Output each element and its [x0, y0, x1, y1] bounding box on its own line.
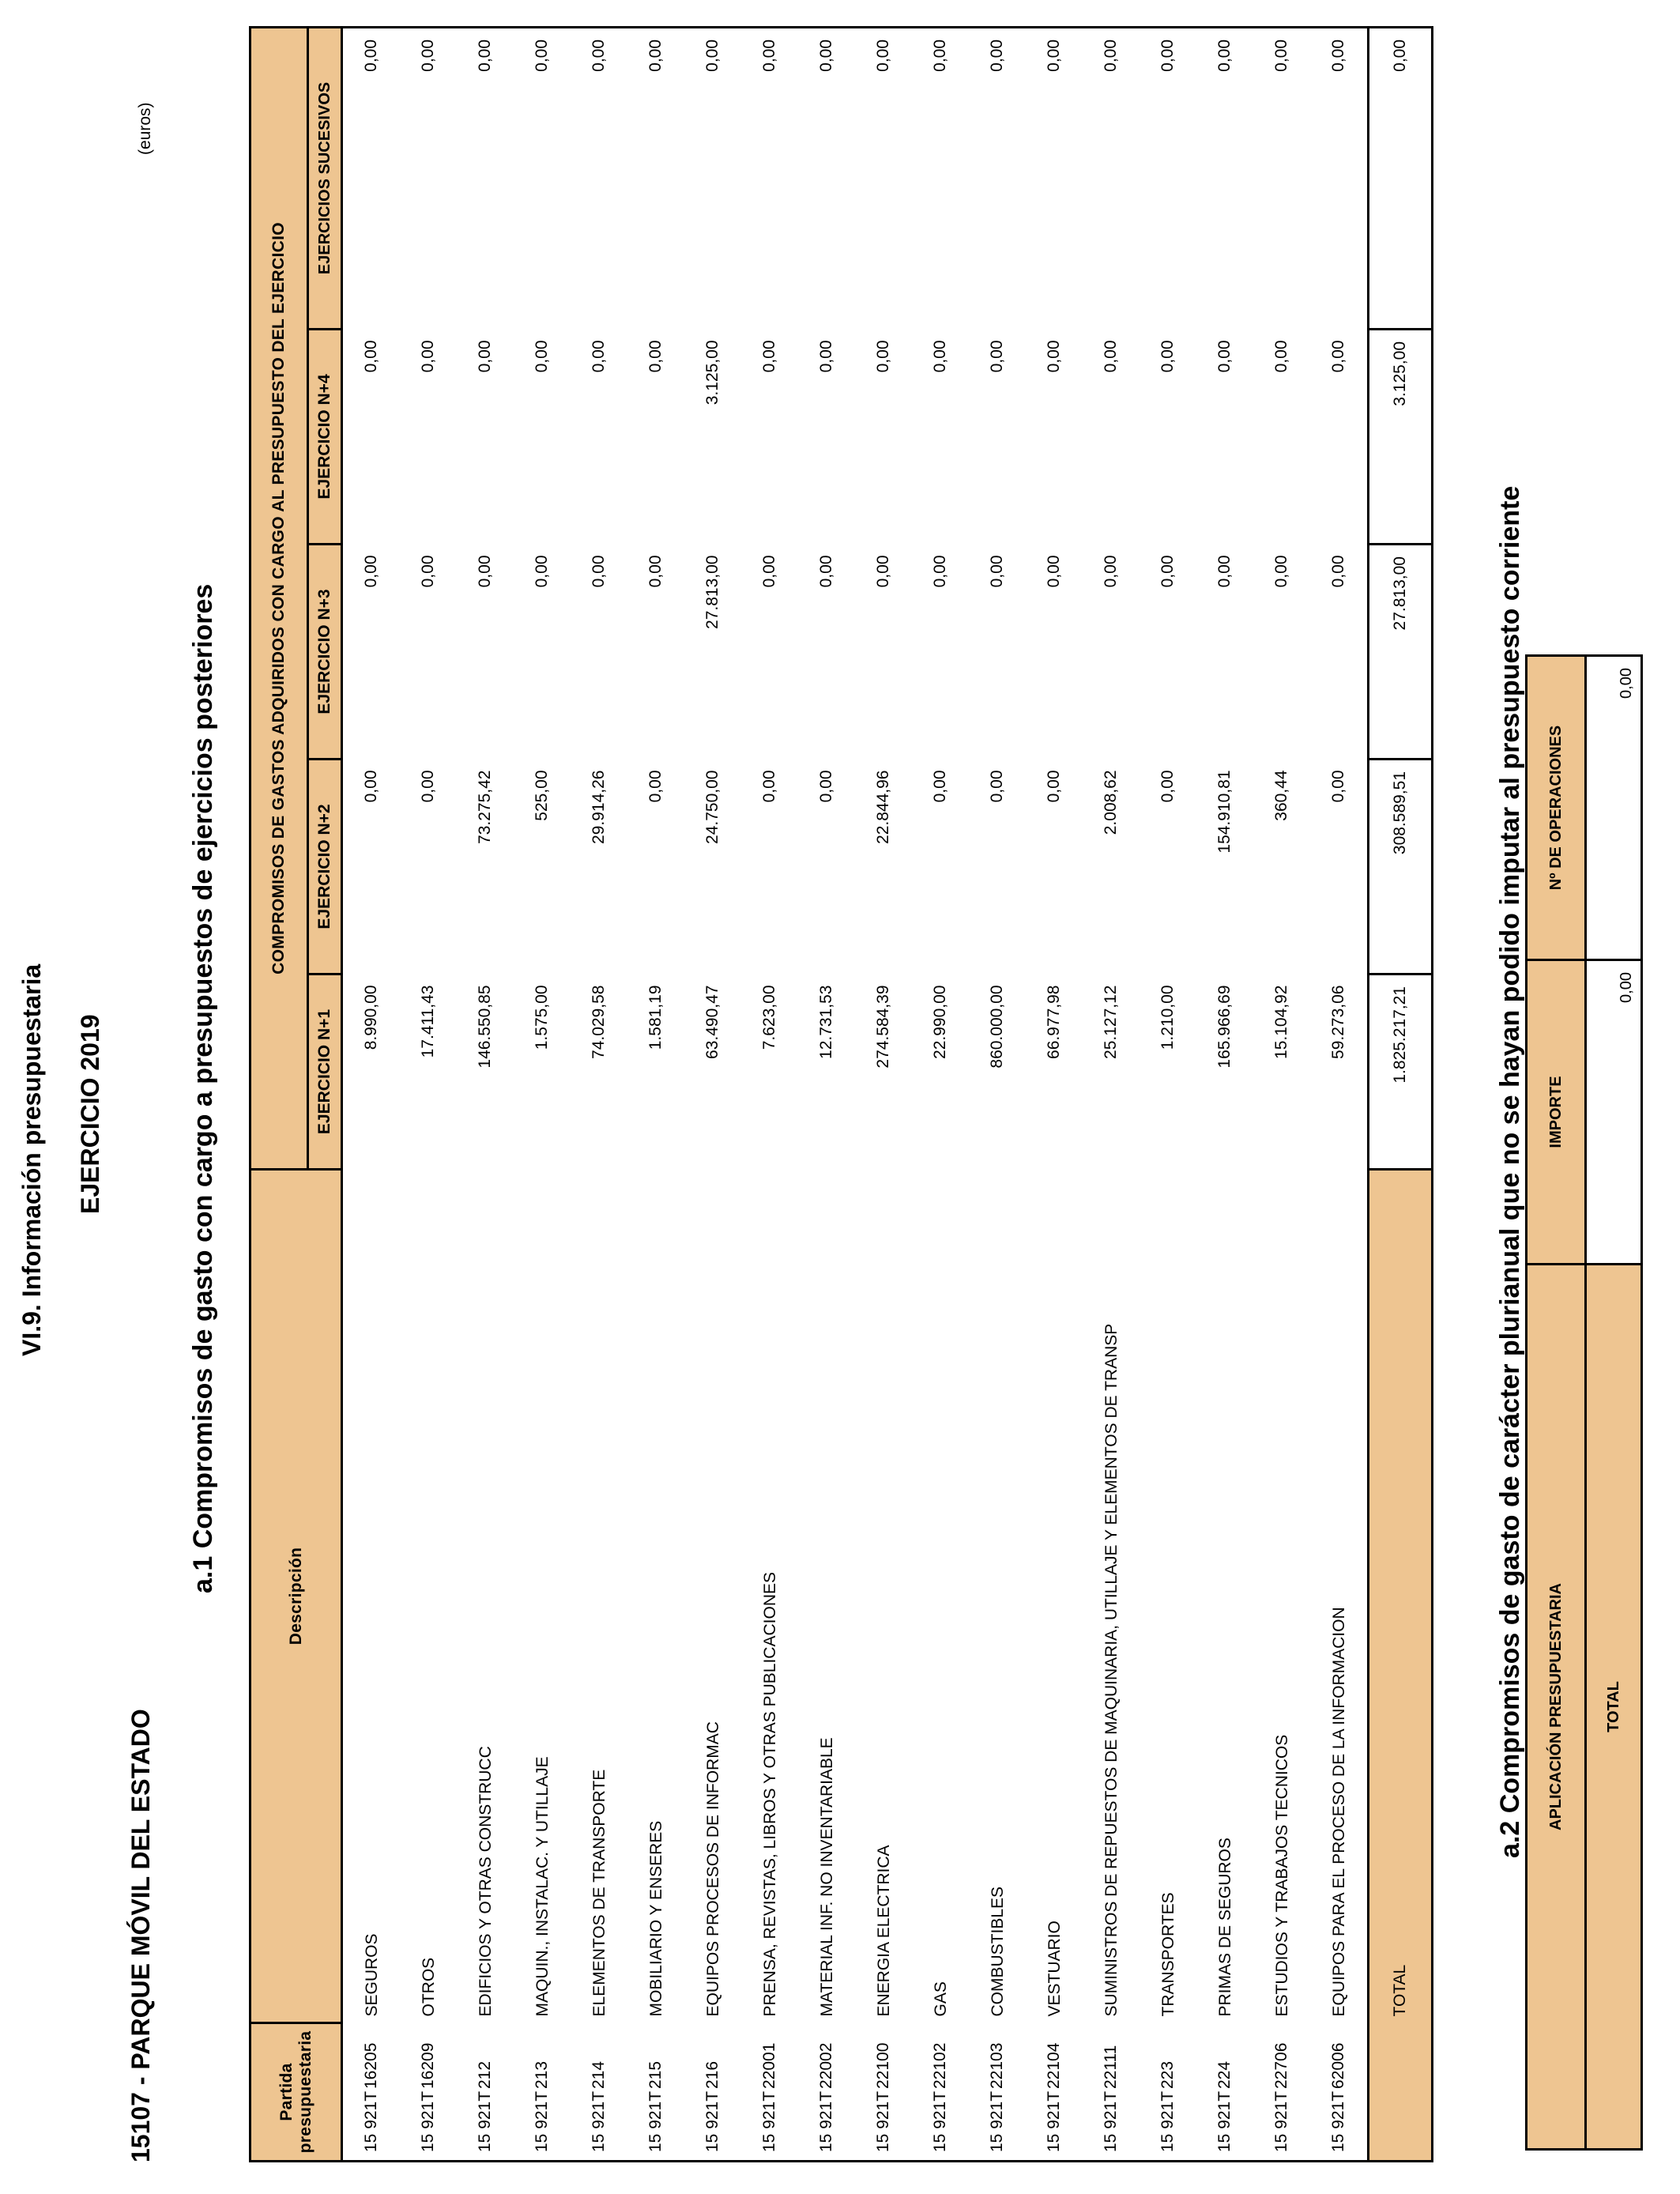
n1-cell: 25.127,12: [1102, 985, 1120, 1059]
n1-cell: 146.550,85: [476, 985, 494, 1069]
program-code: 15 921T: [1329, 2090, 1347, 2152]
n2-cell: 0,00: [419, 770, 437, 803]
partida-cell: [684, 2023, 741, 2162]
table-row: [400, 27, 457, 2161]
table-row: [684, 27, 741, 2161]
descripcion-cell: SUMINISTROS DE REPUESTOS DE MAQUINARIA, UTILLAJE Y ELEMENTOS DE TRANSP: [1102, 1323, 1121, 2017]
table-row: [969, 27, 1026, 2161]
n2-cell: 0,00: [1045, 770, 1063, 803]
concept-code: 22103: [988, 2042, 1006, 2089]
descripcion-cell: SEGUROS: [342, 1170, 401, 2023]
total-partida-blank: [1369, 2023, 1433, 2162]
table-row: [342, 27, 401, 2161]
n3-cell: 0,00: [1158, 555, 1177, 588]
sucesivos-cell: 0,00: [1196, 27, 1253, 329]
table-row: [1026, 27, 1083, 2161]
sucesivos-cell: 0,00: [342, 27, 401, 329]
partida-cell: [400, 2023, 457, 2162]
program-code: 15 921T: [1102, 2090, 1120, 2152]
sucesivos-cell: 0,00: [571, 27, 627, 329]
n4-cell: 0,00: [646, 340, 665, 373]
concept-code: 22706: [1272, 2042, 1290, 2089]
program-code: 15 921T: [1045, 2090, 1063, 2152]
concept-code: 16205: [362, 2042, 380, 2089]
descripcion-cell: PRIMAS DE SEGUROS: [1215, 1838, 1234, 2017]
n2-cell: 0,00: [931, 770, 949, 803]
concept-code: 22100: [874, 2042, 892, 2089]
importe-header: IMPORTE: [1527, 960, 1586, 1265]
n2-cell: 154.910,81: [1215, 770, 1234, 854]
aplicacion-header: APLICACIÓN PRESUPUESTARIA: [1527, 1265, 1586, 2150]
descripcion-cell: EQUIPOS PARA EL PROCESO DE LA INFORMACION: [1329, 1607, 1348, 2017]
n1-cell: 274.584,39: [874, 985, 892, 1069]
concept-code: 214: [590, 2060, 608, 2089]
total-n2: 308.589,51: [1369, 760, 1433, 974]
sucesivos-cell: 0,00: [1026, 27, 1083, 329]
concept-code: 16209: [419, 2042, 437, 2089]
page-title: VI.9. Información presupuestaria: [17, 963, 46, 1356]
sucesivos-cell: 0,00: [1139, 27, 1196, 329]
table-row: [571, 27, 627, 2161]
n2-cell: 0,00: [1329, 770, 1347, 803]
n4-cell: 0,00: [1272, 340, 1290, 373]
units-label: (euros): [136, 102, 154, 155]
n3-cell: 0,00: [931, 555, 949, 588]
descripcion-cell: COMBUSTIBLES: [988, 1886, 1007, 2017]
n4-cell: 0,00: [1045, 340, 1063, 373]
commitments-table: [249, 26, 1433, 2162]
descripcion-cell: PRENSA, REVISTAS, LIBROS Y OTRAS PUBLICACIONES: [760, 1572, 779, 2017]
concept-code: 22002: [817, 2042, 835, 2089]
program-code: 15 921T: [362, 2090, 380, 2152]
n3-cell: 0,00: [342, 545, 401, 760]
a2-total-label: TOTAL: [1586, 1265, 1642, 2150]
n2-cell: 24.750,00: [703, 770, 721, 844]
n1-cell: 1.210,00: [1158, 985, 1177, 1050]
exercise-year: EJERCICIO 2019: [76, 1014, 104, 1214]
table-row: [1196, 27, 1253, 2161]
table-row: [514, 27, 571, 2161]
n3-cell: 0,00: [533, 555, 551, 588]
n2-cell: 0,00: [646, 770, 665, 803]
organization-name: 15107 - PARQUE MÓVIL DEL ESTADO: [126, 1709, 155, 2162]
descripcion-cell: TRANSPORTES: [1158, 1892, 1177, 2017]
sucesivos-cell: 0,00: [684, 27, 741, 329]
n3-cell: 0,00: [988, 555, 1006, 588]
program-code: 15 921T: [931, 2090, 949, 2152]
n2-cell: 22.844,96: [874, 770, 892, 844]
n4-cell: 0,00: [874, 340, 892, 373]
n1-cell: 66.977,98: [1045, 985, 1063, 1059]
n1-cell: 22.990,00: [931, 985, 949, 1059]
total-n1: 1.825.217,21: [1369, 974, 1433, 1170]
sucesivos-cell: 0,00: [912, 27, 969, 329]
partida-cell: [571, 2023, 627, 2162]
n1-cell: 15.104,92: [1272, 985, 1290, 1059]
sucesivos-cell: 0,00: [400, 27, 457, 329]
a2-total-importe: 0,00: [1586, 960, 1642, 1265]
descripcion-cell: EQUIPOS PROCESOS DE INFORMAC: [703, 1721, 722, 2017]
total-row: [1369, 27, 1433, 2161]
partida-cell: [627, 2023, 684, 2162]
n4-cell: 0,00: [419, 340, 437, 373]
n4-cell: 0,00: [1329, 340, 1347, 373]
sucesivos-cell: 0,00: [1253, 27, 1310, 329]
descripcion-cell: GAS: [931, 1981, 950, 2017]
partida-cell: [969, 2023, 1026, 2162]
concept-code: 215: [646, 2060, 665, 2089]
concept-code: 22104: [1045, 2042, 1063, 2089]
n3-cell: 0,00: [760, 555, 778, 588]
program-code: 15 921T: [817, 2090, 835, 2152]
total-n3: 27.813,00: [1369, 545, 1433, 760]
descripcion-cell: VESTUARIO: [1045, 1921, 1064, 2017]
n3-cell: 0,00: [874, 555, 892, 588]
program-code: 15 921T: [1272, 2090, 1290, 2152]
n2-cell: 0,00: [988, 770, 1006, 803]
plurianual-table: [1525, 654, 1643, 2151]
n4-cell: 3.125,00: [703, 340, 721, 405]
n3-cell: 0,00: [817, 555, 835, 588]
n3-cell: 0,00: [646, 555, 665, 588]
table-row: [627, 27, 684, 2161]
descripcion-cell: MOBILIARIO Y ENSERES: [646, 1820, 665, 2017]
n3-cell: 0,00: [1045, 555, 1063, 588]
partida-cell: [1026, 2023, 1083, 2162]
total-sucesivos: 0,00: [1369, 27, 1433, 329]
n1-cell: 7.623,00: [760, 985, 778, 1050]
n4-cell: 0,00: [342, 330, 401, 545]
n1-cell: 12.731,53: [817, 985, 835, 1059]
n3-cell: 0,00: [1272, 555, 1290, 588]
sucesivos-header: EJERCICIOS SUCESIVOS: [308, 27, 342, 329]
program-code: 15 921T: [1215, 2090, 1234, 2152]
n4-cell: 0,00: [931, 340, 949, 373]
total-label: TOTAL: [1369, 1170, 1433, 2023]
sucesivos-cell: 0,00: [1310, 27, 1369, 329]
partida-cell: [741, 2023, 798, 2162]
n1-cell: 1.581,19: [646, 985, 665, 1050]
partida-cell: [514, 2023, 571, 2162]
concept-code: 223: [1158, 2060, 1177, 2089]
partida-cell: [912, 2023, 969, 2162]
descripcion-cell: ESTUDIOS Y TRABAJOS TECNICOS: [1272, 1734, 1291, 2017]
sucesivos-cell: 0,00: [741, 27, 798, 329]
n4-cell: 0,00: [590, 340, 608, 373]
n3-cell: 0,00: [419, 555, 437, 588]
n3-cell: 0,00: [1215, 555, 1234, 588]
a2-total-operaciones: 0,00: [1586, 656, 1642, 960]
n2-cell: 0,00: [342, 760, 401, 974]
n1-cell: 74.029,58: [590, 985, 608, 1059]
concept-code: 22102: [931, 2042, 949, 2089]
n4-cell: 0,00: [760, 340, 778, 373]
n3-cell: 27.813,00: [703, 555, 721, 629]
operaciones-header: Nº DE OPERACIONES: [1527, 656, 1586, 960]
descripcion-cell: ELEMENTOS DE TRANSPORTE: [590, 1769, 608, 2017]
n4-header: EJERCICIO N+4: [308, 330, 342, 545]
partida-header: Partida presupuestaria: [250, 2023, 342, 2162]
table-row: [798, 27, 855, 2161]
program-code: 15 921T: [1158, 2090, 1177, 2152]
sucesivos-cell: 0,00: [457, 27, 514, 329]
n3-cell: 0,00: [1329, 555, 1347, 588]
section-a1-heading: a.1 Compromisos de gasto con cargo a presupuestos de ejercicios posteriores: [188, 583, 218, 1593]
sucesivos-cell: 0,00: [514, 27, 571, 329]
n4-cell: 0,00: [1158, 340, 1177, 373]
concept-code: 22001: [760, 2042, 778, 2089]
concept-code: 62006: [1329, 2042, 1347, 2089]
table-row: [912, 27, 969, 2161]
program-code: 15 921T: [533, 2090, 551, 2152]
descripcion-header: Descripción: [250, 1170, 342, 2023]
concept-code: 213: [533, 2060, 551, 2089]
section-a2-heading: a.2 Compromisos de gasto de carácter plurianual que no se hayan podido imputar al presupuesto corriente: [1495, 485, 1525, 1858]
partida-cell: [855, 2023, 912, 2162]
n4-cell: 0,00: [1215, 340, 1234, 373]
partida-cell: [1083, 2023, 1139, 2162]
n1-header: EJERCICIO N+1: [308, 974, 342, 1170]
n1-cell: 63.490,47: [703, 985, 721, 1059]
program-code: 15 921T: [646, 2090, 665, 2152]
partida-cell: [1310, 2023, 1369, 2162]
partida-cell: [342, 2023, 401, 2162]
descripcion-cell: OTROS: [419, 1957, 438, 2017]
total-n4: 3.125,00: [1369, 330, 1433, 545]
program-code: 15 921T: [988, 2090, 1006, 2152]
sucesivos-cell: 0,00: [855, 27, 912, 329]
descripcion-cell: ENERGIA ELECTRICA: [874, 1845, 893, 2017]
n2-cell: 0,00: [817, 770, 835, 803]
program-code: 15 921T: [590, 2090, 608, 2152]
program-code: 15 921T: [760, 2090, 778, 2152]
table-row: [741, 27, 798, 2161]
n2-cell: 525,00: [533, 770, 551, 821]
concept-code: 224: [1215, 2060, 1234, 2089]
table-row: [457, 27, 514, 2161]
descripcion-cell: MAQUIN., INSTALAC. Y UTILLAJE: [533, 1756, 552, 2017]
program-code: 15 921T: [476, 2090, 494, 2152]
concept-code: 216: [703, 2060, 721, 2089]
sucesivos-cell: 0,00: [798, 27, 855, 329]
program-code: 15 921T: [419, 2090, 437, 2152]
n3-cell: 0,00: [476, 555, 494, 588]
n1-cell: 59.273,06: [1329, 985, 1347, 1059]
descripcion-cell: MATERIAL INF. NO INVENTARIABLE: [817, 1737, 836, 2017]
n3-cell: 0,00: [1102, 555, 1120, 588]
table-row: [855, 27, 912, 2161]
n2-header: EJERCICIO N+2: [308, 760, 342, 974]
program-code: 15 921T: [874, 2090, 892, 2152]
n2-cell: 2.008,62: [1102, 770, 1120, 835]
n4-cell: 0,00: [988, 340, 1006, 373]
n3-header: EJERCICIO N+3: [308, 545, 342, 760]
n2-cell: 29.914,26: [590, 770, 608, 844]
n1-cell: 1.575,00: [533, 985, 551, 1050]
partida-cell: [1253, 2023, 1310, 2162]
n2-cell: 360,44: [1272, 770, 1290, 821]
n2-cell: 0,00: [1158, 770, 1177, 803]
n4-cell: 0,00: [533, 340, 551, 373]
partida-cell: [798, 2023, 855, 2162]
n4-cell: 0,00: [1102, 340, 1120, 373]
partida-cell: [1139, 2023, 1196, 2162]
n1-cell: 860.000,00: [988, 985, 1006, 1069]
table-row: [1310, 27, 1369, 2161]
n4-cell: 0,00: [476, 340, 494, 373]
group-header: COMPROMISOS DE GASTOS ADQUIRIDOS CON CARGO AL PRESUPUESTO DEL EJERCICIO: [250, 27, 308, 1169]
concept-code: 212: [476, 2060, 494, 2089]
concept-code: 22111: [1102, 2045, 1120, 2089]
n1-cell: 8.990,00: [342, 974, 401, 1170]
n3-cell: 0,00: [590, 555, 608, 588]
n1-cell: 17.411,43: [419, 985, 437, 1058]
table-row: [1253, 27, 1310, 2161]
n1-cell: 165.966,69: [1215, 985, 1234, 1069]
table-row: [1139, 27, 1196, 2161]
table-row: [1083, 27, 1139, 2161]
sucesivos-cell: 0,00: [969, 27, 1026, 329]
n2-cell: 0,00: [760, 770, 778, 803]
program-code: 15 921T: [703, 2090, 721, 2152]
sucesivos-cell: 0,00: [1083, 27, 1139, 329]
partida-cell: [1196, 2023, 1253, 2162]
descripcion-cell: EDIFICIOS Y OTRAS CONSTRUCC: [476, 1746, 495, 2017]
n2-cell: 73.275,42: [476, 770, 494, 844]
sucesivos-cell: 0,00: [627, 27, 684, 329]
partida-cell: [457, 2023, 514, 2162]
n4-cell: 0,00: [817, 340, 835, 373]
